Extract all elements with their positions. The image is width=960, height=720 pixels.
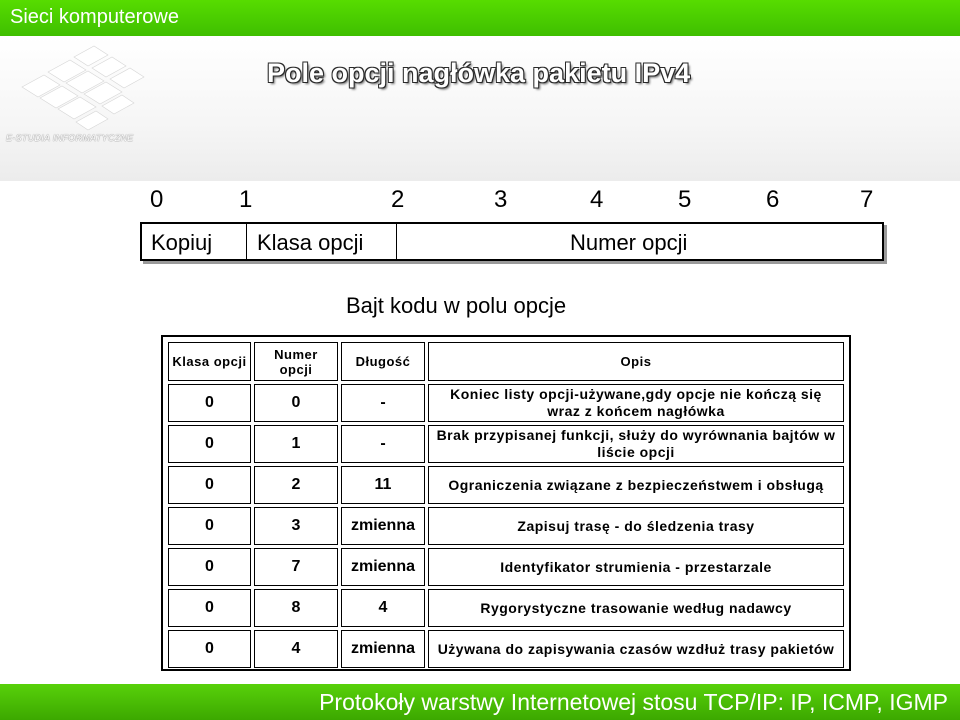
cell-class: 0 (168, 466, 251, 504)
table-header-row (168, 342, 844, 381)
footer-text: Protokoły warstwy Internetowej stosu TCP/IP: IP, ICMP, IGMP (319, 689, 948, 715)
field-divider (396, 224, 397, 259)
table-row (168, 548, 844, 586)
table-row (168, 384, 844, 422)
cell-length: 11 (341, 466, 425, 504)
cell-description: Brak przypisanej funkcji, służy do wyrównania bajtów w liście opcji (428, 425, 844, 463)
bit-number-3: 3 (494, 186, 508, 213)
top-bar (0, 0, 960, 36)
options-table-frame (161, 335, 851, 671)
cell-class: 0 (168, 507, 251, 545)
cell-length: zmienna (341, 548, 425, 586)
header-option-class: Klasa opcji (168, 342, 251, 381)
header-length: Długość (341, 342, 425, 381)
table-row (168, 466, 844, 504)
cell-number: 0 (254, 384, 338, 422)
cell-description: Ograniczenia związane z bezpieczeństwem i obsługą (428, 466, 844, 504)
cell-class: 0 (168, 589, 251, 627)
cell-class: 0 (168, 548, 251, 586)
footer-bar (0, 684, 960, 720)
bit-number-2: 2 (391, 186, 405, 213)
bit-number-6: 6 (766, 186, 780, 213)
header-option-number: Numer opcji (254, 342, 338, 381)
cell-length: 4 (341, 589, 425, 627)
cell-number: 2 (254, 466, 338, 504)
cell-length: zmienna (341, 507, 425, 545)
field-divider (246, 224, 247, 259)
header-description: Opis (428, 342, 844, 381)
cell-number: 1 (254, 425, 338, 463)
field-option-number: Numer opcji (570, 230, 688, 255)
cell-number: 3 (254, 507, 338, 545)
table-row (168, 630, 844, 668)
cell-description: Rygorystyczne trasowanie według nadawcy (428, 589, 844, 627)
cell-length: zmienna (341, 630, 425, 668)
cell-length: - (341, 425, 425, 463)
cell-number: 8 (254, 589, 338, 627)
table-row (168, 425, 844, 463)
cell-class: 0 (168, 630, 251, 668)
cell-number: 7 (254, 548, 338, 586)
cell-class: 0 (168, 425, 251, 463)
bit-number-0: 0 (150, 186, 164, 213)
table-row (168, 589, 844, 627)
option-code-byte (140, 222, 884, 261)
diagram-caption: Bajt kodu w polu opcje (346, 293, 567, 318)
cell-description: Zapisuj trasę - do śledzenia trasy (428, 507, 844, 545)
cell-class: 0 (168, 384, 251, 422)
cell-length: - (341, 384, 425, 422)
bit-number-4: 4 (590, 186, 604, 213)
field-option-class: Klasa opcji (257, 230, 364, 255)
app-title: Sieci komputerowe (10, 6, 179, 28)
cell-description: Identyfikator strumienia - przestarzale (428, 548, 844, 586)
slide-title: Pole opcji nagłówka pakietu IPv4 (267, 58, 691, 88)
table-row (168, 507, 844, 545)
options-table (165, 339, 847, 671)
logo-icon (8, 42, 158, 142)
cell-description: Używana do zapisywania czasów wzdłuż trasy pakietów (428, 630, 844, 668)
bit-number-7: 7 (860, 186, 874, 213)
bit-number-1: 1 (239, 186, 253, 213)
cell-number: 4 (254, 630, 338, 668)
field-copy: Kopiuj (151, 230, 213, 255)
logo-caption: E-STUDIA INFORMATYCZNE (6, 133, 134, 143)
bit-number-5: 5 (678, 186, 692, 213)
cell-description: Koniec listy opcji-używane,gdy opcje nie kończą się wraz z końcem nagłówka (428, 384, 844, 422)
